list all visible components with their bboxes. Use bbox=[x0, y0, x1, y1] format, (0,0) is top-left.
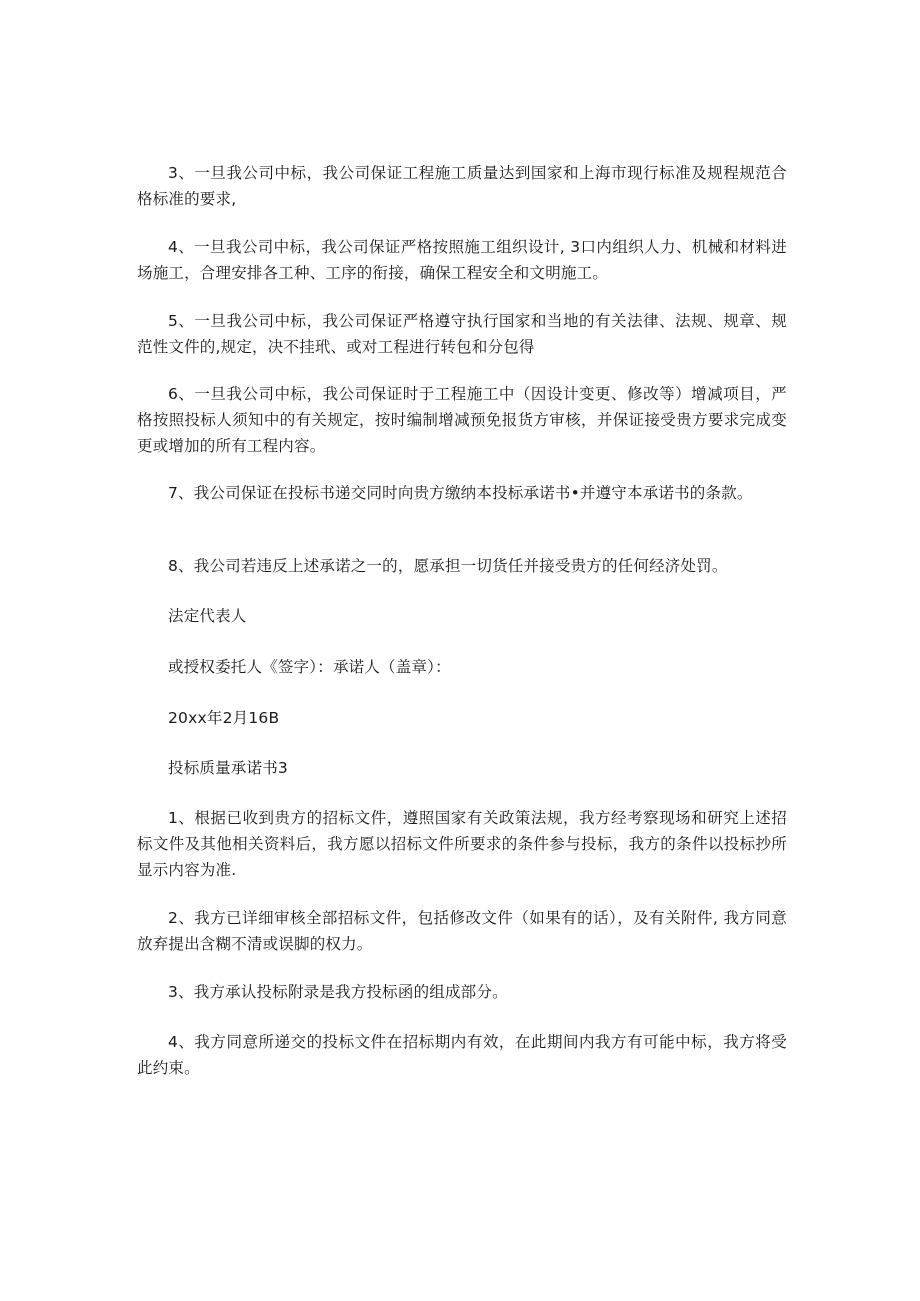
section3-clause-4: 4、我方同意所递交的投标文件在招标期内有效，在此期间内我方有可能中标，我方将受此约束。 bbox=[137, 1033, 787, 1077]
clause-3-quality-standard: 3、一旦我公司中标，我公司保证工程施工质量达到国家和上海市现行标准及规程规范合格标准的要求, bbox=[137, 164, 787, 208]
section3-clause-2: 2、我方已详细审核全部招标文件，包括修改文件（如果有的话），及有关附件, 我方同意放弃提出含糊不清或误脚的权力。 bbox=[137, 909, 787, 953]
section3-clause-3: 3、我方承认投标附录是我方投标函的组成部分。 bbox=[168, 983, 508, 1001]
section-title: 投标质量承诺书3 bbox=[168, 759, 288, 777]
signature-line: 或授权委托人《签字）：承诺人（盖章）： bbox=[168, 658, 451, 676]
clause-7-deposit: 7、我公司保证在投标书递交同时向贵方缴纳本投标承诺书•并遵守本承诺书的条款。 bbox=[168, 484, 753, 502]
clause-6-design-changes: 6、一旦我公司中标，我公司保证时于工程施工中（因设计变更、修改等）增减项目，严格按照投标人须知中的有关规定，按时编制增减预免报货方审核，并保证接受贵方要求完成变更或增加的所有工程内容。 bbox=[137, 385, 787, 455]
legal-representative-label: 法定代表人 bbox=[168, 607, 247, 625]
clause-5-legal-compliance: 5、一旦我公司中标，我公司保证严格遵守执行国家和当地的有关法律、法规、规章、规范性文件的,规定，决不挂玳、或对工程进行转包和分包得 bbox=[137, 312, 787, 356]
document-date: 20xx年2月16B bbox=[168, 709, 280, 727]
section3-clause-1: 1、根据已收到贵方的招标文件，遵照国家有关政策法规，我方经考察现场和研究上述招标文件及其他相关资料后，我方愿以招标文件所要求的条件参与投标，我方的条件以投标抄所显示内容为准. bbox=[137, 809, 787, 879]
clause-4-construction-plan: 4、一旦我公司中标，我公司保证严格按照施工组织设计, 3口内组织人力、机械和材料进场施工，合理安排各工种、工序的衔接，确保工程安全和文明施工。 bbox=[137, 238, 787, 282]
clause-8-penalty: 8、我公司若违反上述承诺之一的，愿承担一切货任并接受贵方的任何经济处罚。 bbox=[168, 557, 728, 575]
